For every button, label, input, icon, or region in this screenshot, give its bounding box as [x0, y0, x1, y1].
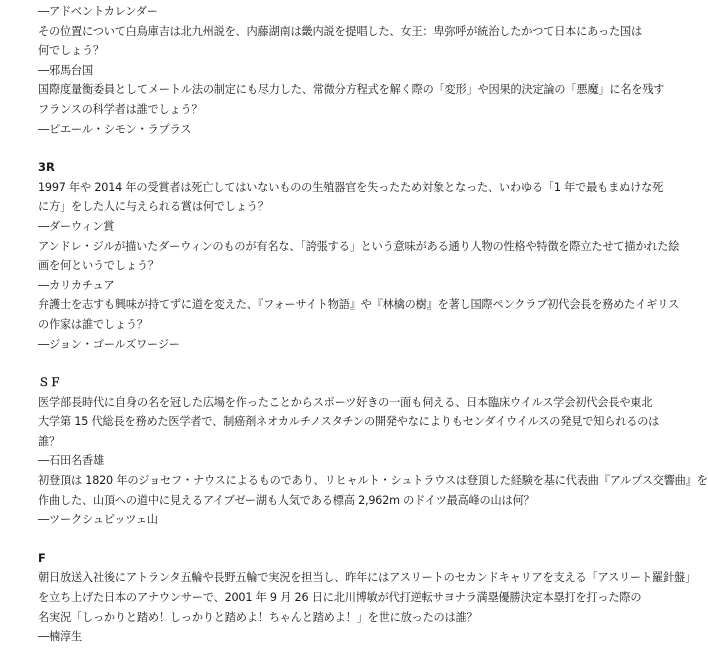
question-text: 国際度量衡委員としてメートル法の制定にも尽力した、常微分方程式を解く際の「変形」や因果的決定論の「悪魔」に名を残す [38, 83, 665, 97]
section-sf [38, 373, 708, 530]
answer-text: ―ツークシュピッツェ山 [38, 513, 158, 527]
answer-text: ―カリカチュア [38, 278, 115, 292]
question-text: の作家は誰でしょう？ [38, 317, 148, 331]
question-text: 弁護士を志すも興味が持てずに道を変えた、『フォーサイト物語』や『林檎の樹』を著し国際ペンクラブ初代会長を務めたイギリス [38, 298, 679, 312]
answer-text: ―楠淳生 [38, 630, 82, 644]
question-text: 画を何というでしょう？ [38, 259, 159, 273]
answer-text: ―ジョン・ゴールズワージー [38, 337, 180, 351]
section-heading: ＳＦ [38, 375, 61, 390]
question-text: アンドレ・ジルが描いたダーウィンのものが有名な、「誇張する」という意味がある通り人物の性格や特徴を際立たせて描かれた絵 [38, 239, 680, 253]
answer-text: ―邪馬台国 [38, 63, 93, 77]
question-text: を立ち上げた日本のアナウンサーで、2001 年 9 月 26 日に北川博敏が代打逆転サヨナラ満塁優勝決定本塁打を打った際の [38, 591, 642, 605]
question-text: 1997 年や 2014 年の受賞者は死亡してはいないものの生殖器官を失ったため対象となった、いわゆる「1 年で最もまぬけな死 [38, 180, 664, 194]
question-text: 医学部長時代に自身の名を冠した広場を作ったことからスポーツ好きの一面も伺える、日本臨床ウイルス学会初代会長や東北 [38, 395, 653, 409]
question-text: 何でしょう？ [38, 44, 104, 58]
section-f [38, 549, 696, 647]
question-text: 大学第 15 代総長を務めた医学者で、制癌剤ネオカルチノスタチンの開発やなによりもセンダイウイルスの発見で知られるのは [38, 415, 660, 429]
document-page [38, 2, 708, 647]
question-text: 朝日放送入社後にアトランタ五輪や長野五輪で実況を担当し、昨年にはアスリートのセカンドキャリアを支える「アスリート羅針盤」 [38, 571, 696, 585]
answer-text: ―アドベントカレンダー [38, 5, 158, 18]
section-heading: 3R [38, 160, 55, 175]
question-text: 初登頂は 1820 年のジョセフ・ナウスによるものであり、リヒャルト・シュトラウスは登頂した経験を基に代表曲『アルプス交響曲』を [38, 474, 708, 488]
question-text: 名実況「しっかりと踏め！しっかりと踏めよ！ちゃんと踏めよ！」を世に放ったのは誰？ [38, 610, 478, 624]
answer-text: ―ピエール・シモン・ラプラス [38, 122, 192, 136]
intro-block [38, 2, 665, 139]
answer-text: ―石田名香雄 [38, 454, 104, 468]
question-text: に方」をした人に与えられる賞は何でしょう？ [38, 200, 269, 214]
question-text: その位置について白鳥庫吉は北九州説を、内藤湖南は畿内説を提唱した、女王：卑弥呼が統治したかつて日本にあった国は [38, 24, 642, 38]
question-text: 誰？ [38, 434, 60, 448]
section-3r [38, 158, 680, 354]
section-heading: F [38, 550, 46, 565]
question-text: フランスの科学者は誰でしょう？ [38, 102, 203, 116]
answer-text: ―ダーウィン賞 [38, 219, 115, 233]
question-text: 作曲した、山頂への道中に見えるアイブゼー湖も人気である標高 2,962m のドイツ最高峰の山は何？ [38, 493, 535, 507]
